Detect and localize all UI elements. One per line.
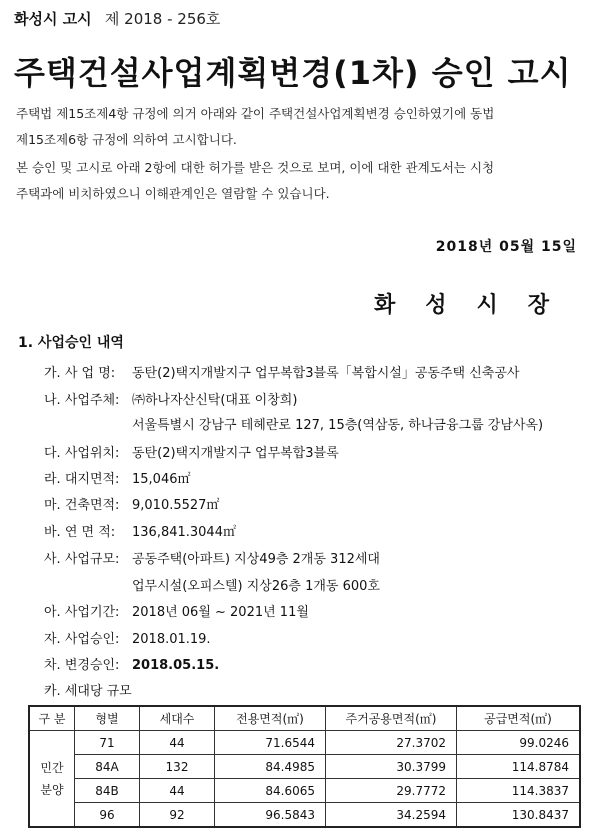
item-label: 바. 연 면 적: [44,525,116,540]
intro-p1-line2: 제15조제6항 규정에 의하여 고시합니다. [16,132,237,147]
table-header: 형별 [75,706,140,731]
item-label: 마. 건축면적: [44,498,120,513]
item-site-area [44,468,191,487]
item-value: 15,046㎡ [132,472,191,487]
table-cell: 92 [140,803,215,828]
item-project-scale [44,548,380,567]
table-cell: 34.2594 [326,803,457,828]
item-project-scale-office: 업무시설(오피스텔) 지상26층 1개동 600호 [132,579,380,594]
table-row [29,755,580,779]
table-cell: 30.3799 [326,755,457,779]
item-location [44,442,339,461]
notice-number: 제 2018 - 256호 [104,10,221,28]
item-unit-scale [44,680,132,699]
table-header: 구 분 [29,706,75,731]
item-label: 카. 세대당 규모 [44,684,132,699]
item-value: 동탄(2)택지개발지구 업무복합3블록「복합시설」공동주택 신축공사 [132,366,520,381]
item-value: 9,010.5527㎡ [132,498,220,513]
item-value: 2018.05.15. [132,658,220,673]
item-value: 2018.01.19. [132,632,211,647]
item-change-approval [44,654,219,673]
item-building-area [44,494,219,513]
table-cell: 71 [75,731,140,755]
table-row [29,731,580,755]
notice-label: 화성시 고시 [14,10,92,28]
item-project-approval [44,628,211,647]
table-row [29,779,580,803]
table-header: 세대수 [140,706,215,731]
table-cell: 27.3702 [326,731,457,755]
item-label: 라. 대지면적: [44,472,120,487]
item-label: 가. 사 업 명: [44,366,116,381]
table-cell: 114.3837 [457,779,581,803]
group-label-cell: 민간분양 [29,731,75,828]
section-heading: 1. 사업승인 내역 [18,335,124,351]
intro-p2-line2: 주택과에 비치하였으니 이해관계인은 열람할 수 있습니다. [16,186,330,201]
item-value: 동탄(2)택지개발지구 업무복합3블록 [132,446,339,461]
notice-header [14,8,220,29]
page-title: 주택건설사업계획변경(1차) 승인 고시 [14,54,572,92]
table-cell: 96.5843 [215,803,326,828]
table-cell: 99.0246 [457,731,581,755]
item-total-floor-area [44,521,236,540]
item-project-name [44,362,519,381]
table-cell: 96 [75,803,140,828]
table-row [29,803,580,828]
intro-p2-line1: 본 승인 및 고시로 아래 2항에 대한 허가를 받은 것으로 보며, 이에 대한 관계도서는 시청 [16,160,495,175]
item-label: 자. 사업승인: [44,632,120,647]
item-developer-address: 서울특별시 강남구 테헤란로 127, 15층(역삼동, 하나금융그룹 강남사옥) [132,418,544,433]
table-cell: 132 [140,755,215,779]
table-cell: 71.6544 [215,731,326,755]
table-cell: 44 [140,779,215,803]
table-header: 공급면적(㎡) [457,706,581,731]
item-value: ㈜하나자산신탁(대표 이창희) [132,393,298,408]
issuer-name: 화성시장 [373,293,579,318]
notice-date: 2018년 05월 15일 [435,239,577,255]
table-cell: 114.8784 [457,755,581,779]
item-value: 136,841.3044㎡ [132,525,236,540]
table-cell: 29.7772 [326,779,457,803]
table-cell: 84.6065 [215,779,326,803]
table-cell: 130.8437 [457,803,581,828]
table-cell: 44 [140,731,215,755]
item-label: 사. 사업규모: [44,552,120,567]
item-developer [44,389,297,408]
table-header: 전용면적(㎡) [215,706,326,731]
table-cell: 84.4985 [215,755,326,779]
intro-p1-line1: 주택법 제15조제4항 규정에 의거 아래와 같이 주택건설사업계획변경 승인하였기에 동법 [16,106,495,121]
table-header: 주거공용면적(㎡) [326,706,457,731]
item-label: 나. 사업주체: [44,393,120,408]
item-label: 차. 변경승인: [44,658,120,673]
unit-scale-table [28,705,581,828]
table-cell: 84B [75,779,140,803]
item-label: 아. 사업기간: [44,605,120,620]
table-header-row [29,706,580,731]
item-value: 2018년 06월 ~ 2021년 11월 [132,605,309,620]
table-cell: 84A [75,755,140,779]
item-value: 공동주택(아파트) 지상49층 2개동 312세대 [132,552,380,567]
item-project-period [44,601,309,620]
item-label: 다. 사업위치: [44,446,120,461]
